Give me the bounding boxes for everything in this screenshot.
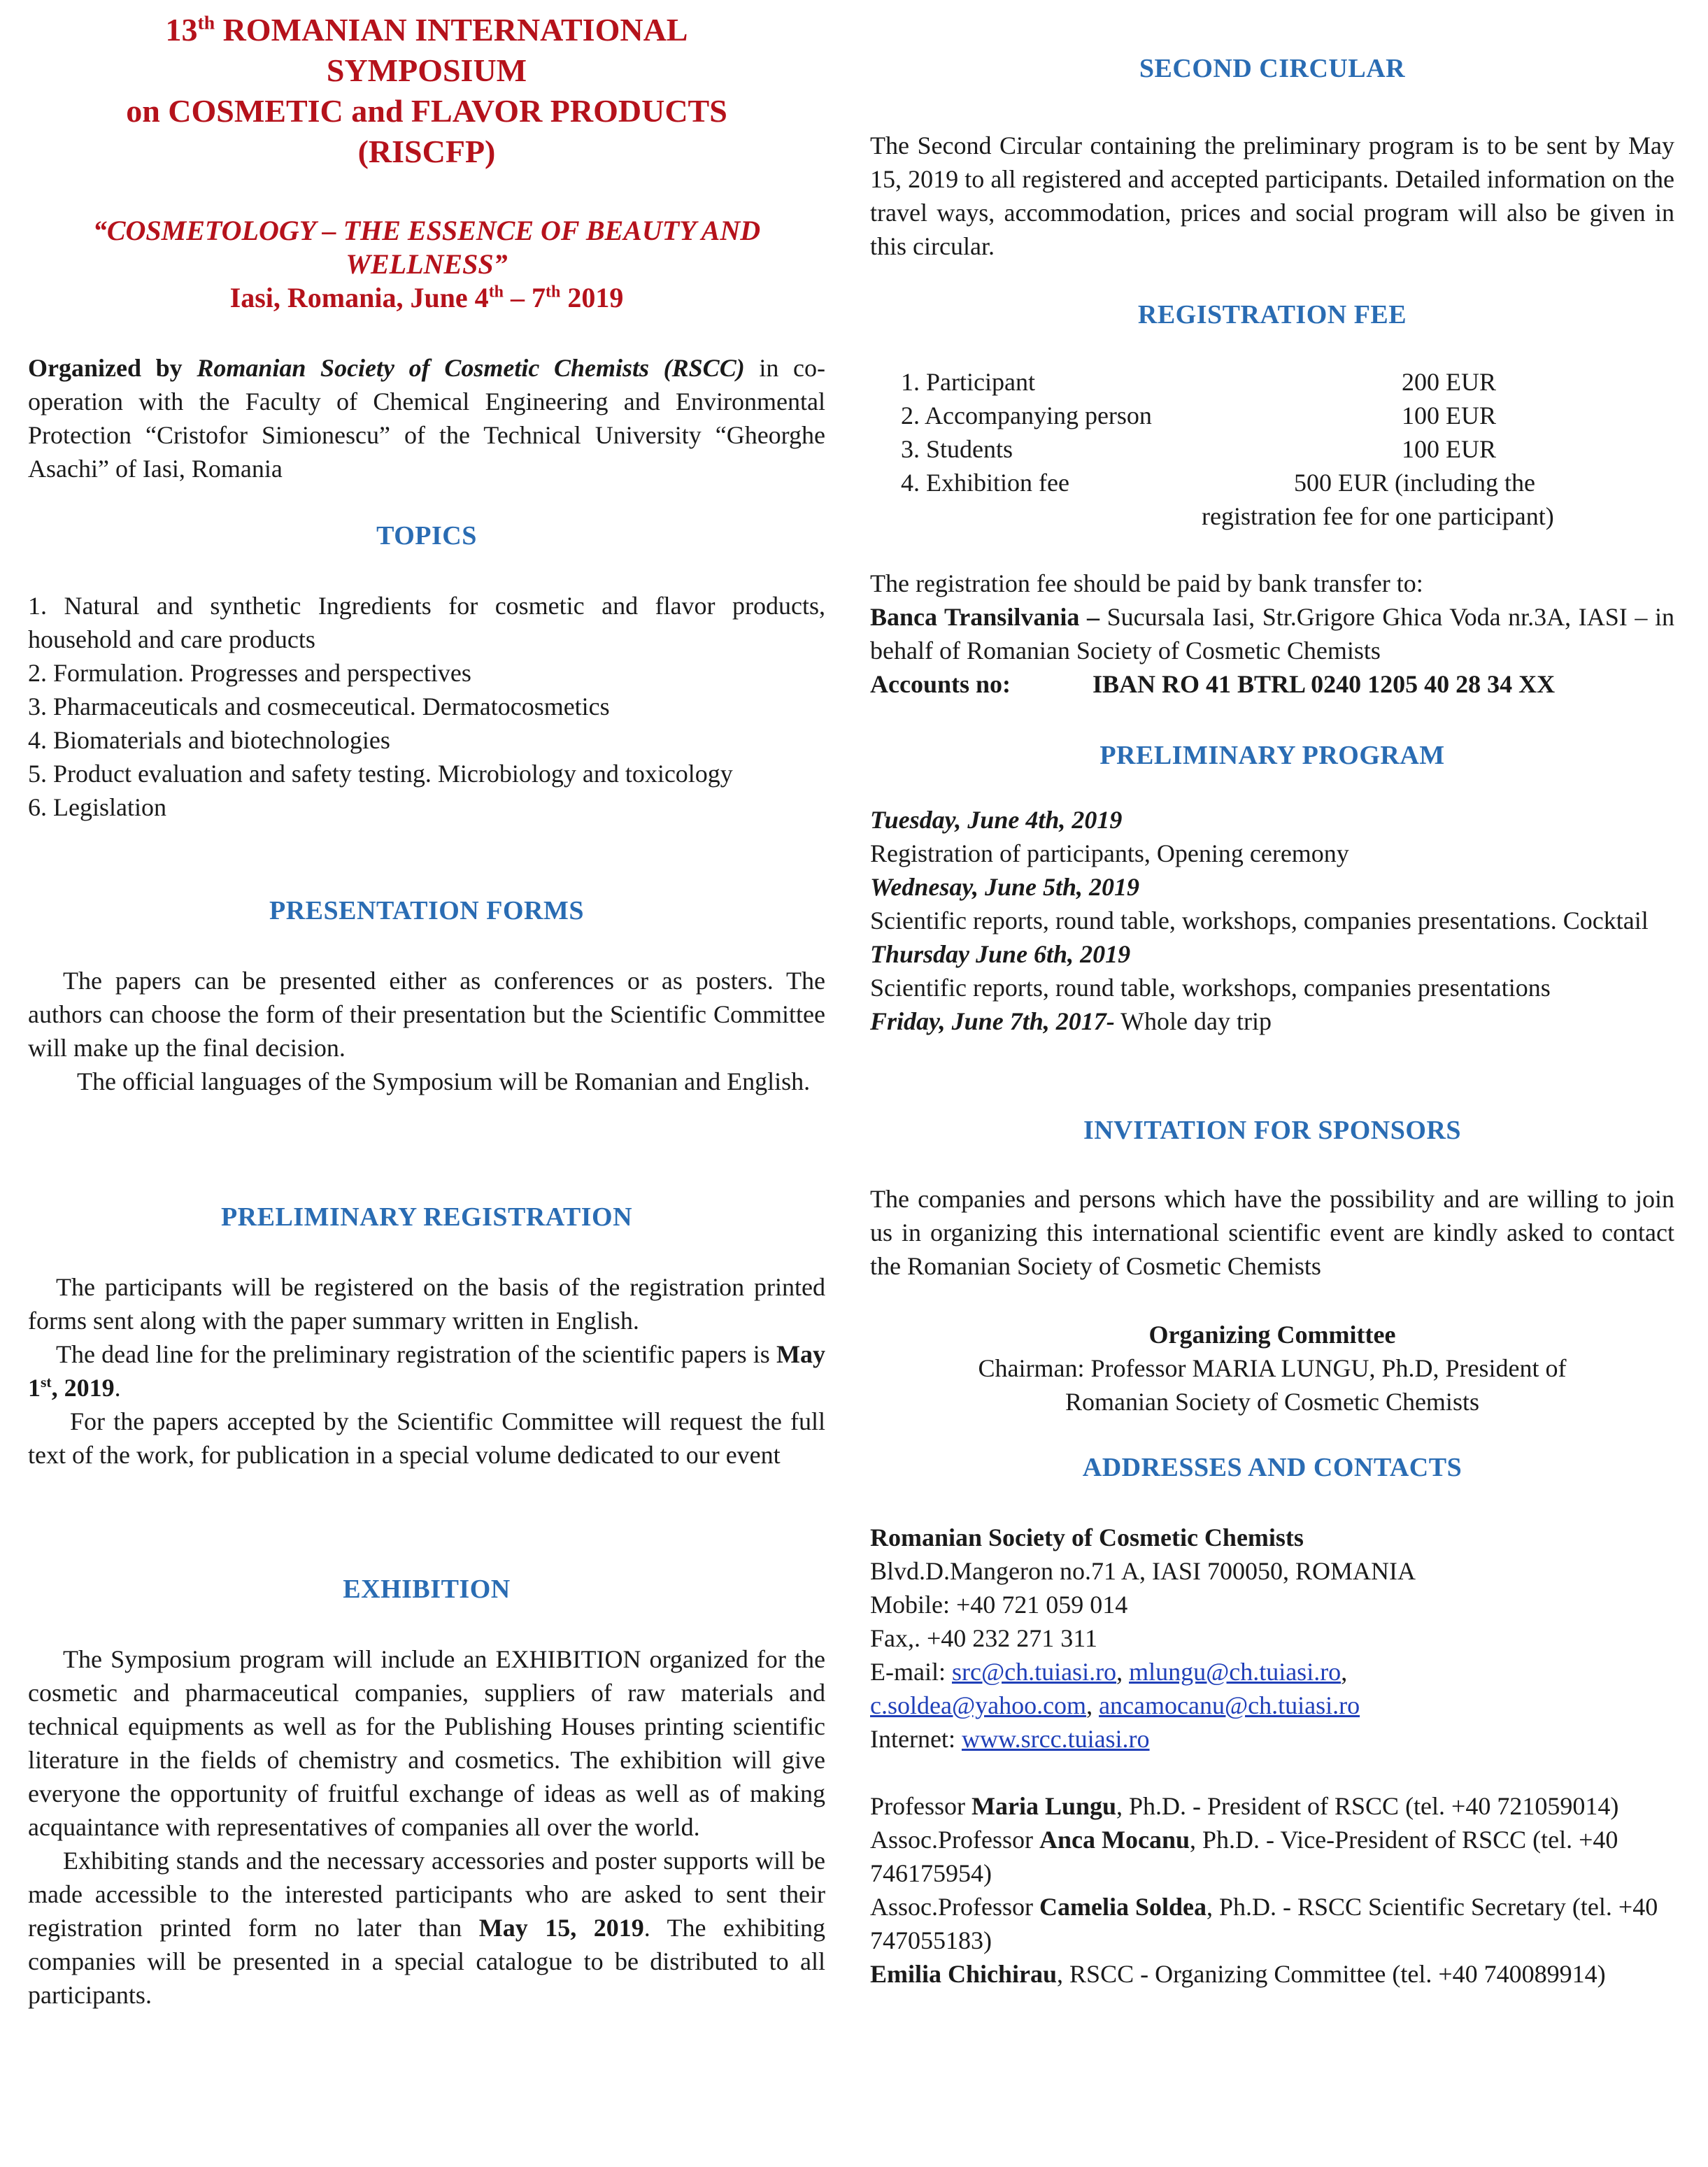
email-link[interactable]: src@ch.tuiasi.ro (951, 1658, 1117, 1686)
fee-amount: 100 EUR (1402, 435, 1496, 463)
contact-person: Assoc.Professor Anca Mocanu, Ph.D. - Vice-President of RSCC (tel. +40 746175954) (870, 1826, 1618, 1887)
program-schedule (870, 803, 1674, 1038)
topics-list (28, 589, 825, 824)
fee-label: 4. Exhibition fee (901, 469, 1069, 497)
sponsors-heading: INVITATION FOR SPONSORS (1083, 1116, 1462, 1145)
contact-person: Emilia Chichirau, RSCC - Organizing Committee (tel. +40 740089914) (870, 1960, 1606, 1988)
fee-label: 3. Students (901, 435, 1013, 463)
contact-people (870, 1789, 1674, 1991)
list-item: 3. Pharmaceuticals and cosmeceutical. Dermatocosmetics (28, 692, 610, 720)
email-link[interactable]: ancamocanu@ch.tuiasi.ro (1099, 1691, 1360, 1719)
program-day-text: Scientific reports, round table, workshops, companies presentations. Cocktail (870, 907, 1649, 935)
symposium-subtitle: “COSMETOLOGY – THE ESSENCE OF BEAUTY AND WELLNESS” (92, 215, 761, 280)
list-item: 5. Product evaluation and safety testing. Microbiology and toxicology (28, 760, 733, 788)
email-link[interactable]: mlungu@ch.tuiasi.ro (1129, 1658, 1342, 1686)
topics-heading: TOPICS (376, 521, 477, 550)
organized-by-paragraph: Organized by Romanian Society of Cosmetic Chemists (RSCC) in co-operation with the Faculty of Chemical Engineering and Environmental Protection “Cristofor Simionescu” of the Technical University “Gheorghe Asachi” of Iasi, Romania (28, 354, 825, 483)
symposium-place-date: Iasi, Romania, June 4th – 7th 2019 (229, 282, 624, 313)
contact-person: Assoc.Professor Camelia Soldea, Ph.D. - RSCC Scientific Secretary (tel. +40 747055183) (870, 1893, 1658, 1954)
list-item: 2. Formulation. Progresses and perspectives (28, 659, 471, 687)
program-day: Friday, June 7th, 2017- (870, 1007, 1115, 1035)
second-circular-text: The Second Circular containing the preliminary program is to be sent by May 15, 2019 to all registered and accepted participants. Detailed information on the travel ways, accommodation, prices and social program will also be given in this circular. (870, 132, 1674, 260)
contact-email-line: c.soldea@yahoo.com, ancamocanu@ch.tuiasi.ro (870, 1691, 1360, 1719)
bank-transfer-text: The registration fee should be paid by bank transfer to: Banca Transilvania – Sucursala Iasi, Str.Grigore Ghica Voda nr.3A, IASI – in behalf of Romanian Society of Cosmetic Chemists (870, 569, 1674, 665)
committee-heading: Organizing Committee (1148, 1321, 1396, 1349)
list-item: 4. Biomaterials and biotechnologies (28, 726, 390, 754)
title-line-1: 13th ROMANIAN INTERNATIONAL (165, 11, 688, 48)
contact-internet: Internet: www.srcc.tuiasi.ro (870, 1725, 1150, 1753)
preliminary-program-heading: PRELIMINARY PROGRAM (1099, 741, 1445, 770)
program-day: Tuesday, June 4th, 2019 (870, 806, 1123, 834)
fee-amount: 100 EUR (1402, 402, 1496, 429)
fee-label: 2. Accompanying person (901, 402, 1152, 429)
contact-mobile: Mobile: +40 721 059 014 (870, 1591, 1128, 1619)
committee-chairman: Chairman: Professor MARIA LUNGU, Ph.D, President of Romanian Society of Cosmetic Chemists (978, 1354, 1567, 1416)
preliminary-registration-heading: PRELIMINARY REGISTRATION (220, 1202, 633, 1232)
contacts-heading: ADDRESSES AND CONTACTS (1082, 1453, 1463, 1482)
title-line-4: (RISCFP) (357, 134, 496, 169)
contact-org: Romanian Society of Cosmetic Chemists (870, 1523, 1304, 1551)
fee-amount: 200 EUR (1402, 368, 1496, 396)
contact-fax: Fax,. +40 232 271 311 (870, 1624, 1097, 1652)
list-item: 6. Legislation (28, 793, 166, 821)
registration-fee-heading: REGISTRATION FEE (1137, 300, 1407, 329)
preliminary-registration-text: The participants will be registered on the basis of the registration printed forms sent along with the paper summary written in English. The dead line for the preliminary registration of the scientific papers is May 1st, 2019. For the papers accepted by the Scientific Committee will request the full text of the work, for publication in a special volume dedicated to our event (28, 1273, 825, 1469)
contact-person: Professor Maria Lungu, Ph.D. - President of RSCC (tel. +40 721059014) (870, 1792, 1619, 1820)
sponsors-text: The companies and persons which have the possibility and are willing to join us in organizing this international scientific event are kindly asked to contact the Romanian Society of Cosmetic Chemists (870, 1185, 1674, 1280)
accounts-label: Accounts no: (870, 670, 1011, 698)
email-link[interactable]: c.soldea@yahoo.com (870, 1691, 1087, 1719)
presentation-forms-text: The papers can be presented either as conferences or as posters. The authors can choose the form of their presentation but the Scientific Committee will make up the final decision. The official languages of the Symposium will be Romanian and English. (28, 967, 825, 1095)
title-line-2: SYMPOSIUM (326, 52, 527, 88)
website-link[interactable]: www.srcc.tuiasi.ro (961, 1725, 1150, 1753)
exhibition-heading: EXHIBITION (343, 1575, 511, 1604)
title-line-3: on COSMETIC and FLAVOR PRODUCTS (126, 93, 727, 129)
exhibition-text: The Symposium program will include an EXHIBITION organized for the cosmetic and pharmaceutical companies, suppliers of raw materials and technical equipments as well as for the Publishing Houses printing scientific literature in the fields of chemistry and cosmetics. The exhibition will give everyone the opportunity of fruitful exchange of ideas as well as of making acquaintance with representatives of companies all over the world. Exhibiting stands and the necessary accessories and poster supports will be made accessible to the interested participants who are asked to sent their registration printed form no later than May 15, 2019. The exhibiting companies will be presented in a special catalogue to be distributed to all participants. (28, 1645, 825, 2009)
program-day-text: Scientific reports, round table, workshops, companies presentations (870, 974, 1551, 1002)
fee-label: 1. Participant (901, 368, 1035, 396)
program-day: Thursday June 6th, 2019 (870, 940, 1131, 968)
fee-amount: 500 EUR (including the (1294, 469, 1535, 497)
iban: IBAN RO 41 BTRL 0240 1205 40 28 34 XX (1093, 670, 1556, 698)
program-day-text: Whole day trip (1114, 1007, 1272, 1035)
fee-note: registration fee for one participant) (1202, 502, 1554, 530)
contact-email-line: E-mail: src@ch.tuiasi.ro, mlungu@ch.tuiasi.ro, (870, 1658, 1348, 1686)
contact-address: Blvd.D.Mangeron no.71 A, IASI 700050, ROMANIA (870, 1557, 1416, 1585)
contacts-block (870, 1521, 1674, 1756)
second-circular-heading: SECOND CIRCULAR (1139, 54, 1406, 83)
presentation-forms-heading: PRESENTATION FORMS (269, 896, 584, 925)
program-day-text: Registration of participants, Opening ceremony (870, 839, 1349, 867)
program-day: Wednesay, June 5th, 2019 (870, 873, 1140, 901)
list-item: 1. Natural and synthetic Ingredients for cosmetic and flavor products, household and care products (28, 592, 825, 653)
symposium-title (28, 10, 825, 172)
